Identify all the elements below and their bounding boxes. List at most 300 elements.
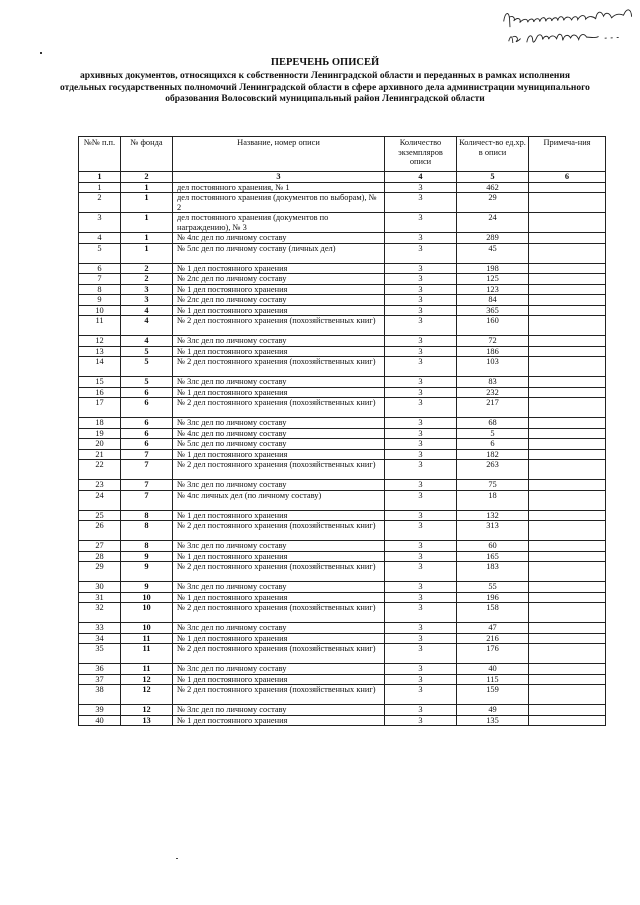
table-row: [79, 521, 606, 541]
inventory-name-cell: № 3лс дел по личному составу: [173, 418, 385, 429]
row-number-cell: 9: [79, 295, 121, 306]
table-row: [79, 398, 606, 418]
units-count-cell: 186: [457, 346, 529, 357]
row-number-cell: 3: [79, 213, 121, 233]
copies-count-cell: 3: [385, 715, 457, 726]
table-row: [79, 685, 606, 705]
notes-cell: [529, 705, 606, 716]
units-count-cell: 5: [457, 428, 529, 439]
units-count-cell: 123: [457, 284, 529, 295]
copies-count-cell: 3: [385, 480, 457, 491]
notes-cell: [529, 664, 606, 675]
fund-number-cell: 7: [121, 449, 173, 460]
notes-cell: [529, 449, 606, 460]
units-count-cell: 217: [457, 398, 529, 418]
table-row: [79, 460, 606, 480]
row-number-cell: 21: [79, 449, 121, 460]
inventory-name-cell: № 1 дел постоянного хранения: [173, 674, 385, 685]
table-row: [79, 541, 606, 552]
table-row: [79, 193, 606, 213]
row-number-cell: 15: [79, 377, 121, 388]
table-row: [79, 715, 606, 726]
units-count-cell: 160: [457, 316, 529, 336]
fund-number-cell: 10: [121, 592, 173, 603]
table-row: [79, 305, 606, 316]
table-row: [79, 510, 606, 521]
units-count-cell: 232: [457, 387, 529, 398]
fund-number-cell: 6: [121, 387, 173, 398]
row-number-cell: 27: [79, 541, 121, 552]
units-count-cell: 103: [457, 357, 529, 377]
row-number-cell: 39: [79, 705, 121, 716]
fund-number-cell: 9: [121, 582, 173, 593]
fund-number-cell: 3: [121, 295, 173, 306]
units-count-cell: 365: [457, 305, 529, 316]
copies-count-cell: 3: [385, 193, 457, 213]
notes-cell: [529, 263, 606, 274]
fund-number-cell: 6: [121, 439, 173, 450]
table-row: [79, 316, 606, 336]
inventory-name-cell: № 1 дел постоянного хранения: [173, 346, 385, 357]
row-number-cell: 11: [79, 316, 121, 336]
inventory-name-cell: дел постоянного хранения (документов по выборам), № 2: [173, 193, 385, 213]
table-row: [79, 243, 606, 263]
copies-count-cell: 3: [385, 541, 457, 552]
table-row: [79, 439, 606, 450]
scan-speck: [176, 858, 178, 859]
table-row: [79, 562, 606, 582]
fund-number-cell: 13: [121, 715, 173, 726]
notes-cell: [529, 541, 606, 552]
row-number-cell: 28: [79, 551, 121, 562]
copies-count-cell: 3: [385, 336, 457, 347]
row-number-cell: 33: [79, 623, 121, 634]
inventory-name-cell: № 1 дел постоянного хранения: [173, 551, 385, 562]
row-number-cell: 7: [79, 274, 121, 285]
fund-number-cell: 3: [121, 284, 173, 295]
header-fund-number: № фонда: [121, 137, 173, 172]
notes-cell: [529, 439, 606, 450]
fund-number-cell: 11: [121, 633, 173, 644]
notes-cell: [529, 182, 606, 193]
copies-count-cell: 3: [385, 623, 457, 634]
fund-number-cell: 12: [121, 705, 173, 716]
notes-cell: [529, 377, 606, 388]
copies-count-cell: 3: [385, 418, 457, 429]
fund-number-cell: 8: [121, 541, 173, 552]
row-number-cell: 34: [79, 633, 121, 644]
inventory-name-cell: № 2 дел постоянного хранения (похозяйственных книг): [173, 398, 385, 418]
notes-cell: [529, 562, 606, 582]
notes-cell: [529, 551, 606, 562]
row-number-cell: 8: [79, 284, 121, 295]
inventory-name-cell: № 1 дел постоянного хранения: [173, 387, 385, 398]
copies-count-cell: 3: [385, 460, 457, 480]
table-row: [79, 449, 606, 460]
units-count-cell: 40: [457, 664, 529, 675]
notes-cell: [529, 592, 606, 603]
inventory-name-cell: № 4лс дел по личному составу: [173, 428, 385, 439]
copies-count-cell: 3: [385, 685, 457, 705]
copies-count-cell: 3: [385, 705, 457, 716]
inventory-name-cell: дел постоянного хранения, № 1: [173, 182, 385, 193]
units-count-cell: 29: [457, 193, 529, 213]
inventory-name-cell: № 2 дел постоянного хранения (похозяйственных книг): [173, 603, 385, 623]
copies-count-cell: 3: [385, 428, 457, 439]
inventory-name-cell: № 2лс дел по личному составу: [173, 295, 385, 306]
units-count-cell: 165: [457, 551, 529, 562]
notes-cell: [529, 623, 606, 634]
copies-count-cell: 3: [385, 521, 457, 541]
row-number-cell: 29: [79, 562, 121, 582]
table-row: [79, 480, 606, 491]
row-number-cell: 2: [79, 193, 121, 213]
copies-count-cell: 3: [385, 633, 457, 644]
units-count-cell: 49: [457, 705, 529, 716]
inventory-name-cell: № 1 дел постоянного хранения: [173, 284, 385, 295]
table-row: [79, 357, 606, 377]
notes-cell: [529, 387, 606, 398]
table-row: [79, 623, 606, 634]
row-number-cell: 18: [79, 418, 121, 429]
inventory-name-cell: № 4лс личных дел (по личному составу): [173, 490, 385, 510]
notes-cell: [529, 674, 606, 685]
inventory-name-cell: № 2лс дел по личному составу: [173, 274, 385, 285]
header-row-number: №№ п.п.: [79, 137, 121, 172]
units-count-cell: 24: [457, 213, 529, 233]
row-number-cell: 10: [79, 305, 121, 316]
table-row: [79, 182, 606, 193]
row-number-cell: 31: [79, 592, 121, 603]
header-notes: Примеча-ния: [529, 137, 606, 172]
notes-cell: [529, 193, 606, 213]
notes-cell: [529, 398, 606, 418]
row-number-cell: 14: [79, 357, 121, 377]
notes-cell: [529, 582, 606, 593]
inventory-name-cell: № 1 дел постоянного хранения: [173, 715, 385, 726]
row-number-cell: 32: [79, 603, 121, 623]
fund-number-cell: 6: [121, 418, 173, 429]
notes-cell: [529, 521, 606, 541]
notes-cell: [529, 357, 606, 377]
table-header-row: [79, 137, 606, 172]
header-units-count: Количест-во ед.хр. в описи: [457, 137, 529, 172]
units-count-cell: 60: [457, 541, 529, 552]
scan-speck: [40, 52, 42, 54]
row-number-cell: 19: [79, 428, 121, 439]
notes-cell: [529, 305, 606, 316]
table-row: [79, 428, 606, 439]
copies-count-cell: 3: [385, 439, 457, 450]
inventory-name-cell: № 1 дел постоянного хранения: [173, 592, 385, 603]
units-count-cell: 72: [457, 336, 529, 347]
header-copies-count: Количество экземпляров описи: [385, 137, 457, 172]
fund-number-cell: 5: [121, 377, 173, 388]
notes-cell: [529, 510, 606, 521]
fund-number-cell: 10: [121, 623, 173, 634]
copies-count-cell: 3: [385, 284, 457, 295]
table-row: [79, 263, 606, 274]
inventory-name-cell: № 1 дел постоянного хранения: [173, 633, 385, 644]
document-heading: [60, 57, 590, 106]
copies-count-cell: 3: [385, 562, 457, 582]
table-row: [79, 418, 606, 429]
inventory-name-cell: № 2 дел постоянного хранения (похозяйственных книг): [173, 357, 385, 377]
table-row: [79, 233, 606, 244]
fund-number-cell: 5: [121, 357, 173, 377]
inventory-name-cell: № 1 дел постоянного хранения: [173, 305, 385, 316]
notes-cell: [529, 336, 606, 347]
fund-number-cell: 4: [121, 336, 173, 347]
table-row: [79, 592, 606, 603]
table-row: [79, 213, 606, 233]
copies-count-cell: 3: [385, 346, 457, 357]
row-number-cell: 4: [79, 233, 121, 244]
row-number-cell: 16: [79, 387, 121, 398]
fund-number-cell: 7: [121, 490, 173, 510]
inventory-name-cell: № 3лс дел по личному составу: [173, 377, 385, 388]
fund-number-cell: 2: [121, 274, 173, 285]
document-subtitle: архивных документов, относящихся к собственности Ленинградской области и переданных в рамках исполнения отдельных государственных полномочий Ленинградской области в сфере архивного дела администрации муниципального образования Волосовский муниципальный район Ленинградской области: [60, 71, 590, 104]
inventory-name-cell: № 3лс дел по личному составу: [173, 705, 385, 716]
fund-number-cell: 11: [121, 644, 173, 664]
copies-count-cell: 3: [385, 263, 457, 274]
copies-count-cell: 3: [385, 510, 457, 521]
copies-count-cell: 3: [385, 357, 457, 377]
copies-count-cell: 3: [385, 182, 457, 193]
fund-number-cell: 11: [121, 664, 173, 675]
copies-count-cell: 3: [385, 305, 457, 316]
fund-number-cell: 8: [121, 510, 173, 521]
row-number-cell: 12: [79, 336, 121, 347]
row-number-cell: 24: [79, 490, 121, 510]
fund-number-cell: 8: [121, 521, 173, 541]
copies-count-cell: 3: [385, 387, 457, 398]
units-count-cell: 132: [457, 510, 529, 521]
units-count-cell: 18: [457, 490, 529, 510]
copies-count-cell: 3: [385, 582, 457, 593]
copies-count-cell: 3: [385, 243, 457, 263]
units-count-cell: 83: [457, 377, 529, 388]
table-row: [79, 377, 606, 388]
table-row: [79, 336, 606, 347]
notes-cell: [529, 490, 606, 510]
notes-cell: [529, 284, 606, 295]
units-count-cell: 47: [457, 623, 529, 634]
inventory-name-cell: № 2 дел постоянного хранения (похозяйственных книг): [173, 316, 385, 336]
copies-count-cell: 3: [385, 213, 457, 233]
inventory-name-cell: № 5лс дел по личному составу: [173, 439, 385, 450]
row-number-cell: 1: [79, 182, 121, 193]
copies-count-cell: 3: [385, 449, 457, 460]
fund-number-cell: 9: [121, 551, 173, 562]
copies-count-cell: 3: [385, 274, 457, 285]
row-number-cell: 5: [79, 243, 121, 263]
table-row: [79, 603, 606, 623]
notes-cell: [529, 346, 606, 357]
notes-cell: [529, 460, 606, 480]
row-number-cell: 6: [79, 263, 121, 274]
row-number-cell: 22: [79, 460, 121, 480]
table-row: [79, 295, 606, 306]
notes-cell: [529, 213, 606, 233]
fund-number-cell: 10: [121, 603, 173, 623]
table-row: [79, 705, 606, 716]
row-number-cell: 13: [79, 346, 121, 357]
table-row: [79, 551, 606, 562]
units-count-cell: 68: [457, 418, 529, 429]
notes-cell: [529, 316, 606, 336]
inventory-name-cell: № 3лс дел по личному составу: [173, 480, 385, 491]
fund-number-cell: 12: [121, 685, 173, 705]
copies-count-cell: 3: [385, 295, 457, 306]
row-number-cell: 40: [79, 715, 121, 726]
inventory-name-cell: № 3лс дел по личному составу: [173, 541, 385, 552]
copies-count-cell: 3: [385, 398, 457, 418]
units-count-cell: 196: [457, 592, 529, 603]
copies-count-cell: 3: [385, 592, 457, 603]
document-title: ПЕРЕЧЕНЬ ОПИСЕЙ: [270, 57, 380, 68]
copies-count-cell: 3: [385, 603, 457, 623]
inventory-name-cell: № 1 дел постоянного хранения: [173, 263, 385, 274]
units-count-cell: 159: [457, 685, 529, 705]
table-row: [79, 644, 606, 664]
row-number-cell: 37: [79, 674, 121, 685]
column-number: 3: [173, 172, 385, 183]
fund-number-cell: 7: [121, 460, 173, 480]
inventory-name-cell: № 4лс дел по личному составу: [173, 233, 385, 244]
notes-cell: [529, 295, 606, 306]
units-count-cell: 6: [457, 439, 529, 450]
inventory-name-cell: № 5лс дел по личному составу (личных дел): [173, 243, 385, 263]
units-count-cell: 115: [457, 674, 529, 685]
handwritten-annotation: [499, 0, 640, 51]
inventory-name-cell: № 3лс дел по личному составу: [173, 336, 385, 347]
inventory-name-cell: № 2 дел постоянного хранения (похозяйственных книг): [173, 644, 385, 664]
units-count-cell: 313: [457, 521, 529, 541]
fund-number-cell: 4: [121, 305, 173, 316]
table-row: [79, 633, 606, 644]
copies-count-cell: 3: [385, 644, 457, 664]
row-number-cell: 26: [79, 521, 121, 541]
copies-count-cell: 3: [385, 233, 457, 244]
table-row: [79, 674, 606, 685]
fund-number-cell: 6: [121, 428, 173, 439]
table-row: [79, 582, 606, 593]
units-count-cell: 135: [457, 715, 529, 726]
units-count-cell: 125: [457, 274, 529, 285]
row-number-cell: 36: [79, 664, 121, 675]
header-inventory-name: Название, номер описи: [173, 137, 385, 172]
notes-cell: [529, 233, 606, 244]
column-number: 6: [529, 172, 606, 183]
table-row: [79, 664, 606, 675]
units-count-cell: 182: [457, 449, 529, 460]
copies-count-cell: 3: [385, 674, 457, 685]
fund-number-cell: 1: [121, 213, 173, 233]
notes-cell: [529, 428, 606, 439]
table-row: [79, 346, 606, 357]
column-number: 1: [79, 172, 121, 183]
units-count-cell: 198: [457, 263, 529, 274]
notes-cell: [529, 603, 606, 623]
copies-count-cell: 3: [385, 316, 457, 336]
inventory-name-cell: дел постоянного хранения (документов по награждению), № 3: [173, 213, 385, 233]
units-count-cell: 183: [457, 562, 529, 582]
notes-cell: [529, 685, 606, 705]
table-row: [79, 274, 606, 285]
inventory-name-cell: № 2 дел постоянного хранения (похозяйственных книг): [173, 460, 385, 480]
notes-cell: [529, 644, 606, 664]
units-count-cell: 176: [457, 644, 529, 664]
inventory-name-cell: № 3лс дел по личному составу: [173, 582, 385, 593]
inventory-name-cell: № 1 дел постоянного хранения: [173, 449, 385, 460]
row-number-cell: 23: [79, 480, 121, 491]
column-number: 4: [385, 172, 457, 183]
row-number-cell: 30: [79, 582, 121, 593]
inventory-name-cell: № 1 дел постоянного хранения: [173, 510, 385, 521]
table-row: [79, 387, 606, 398]
fund-number-cell: 2: [121, 263, 173, 274]
units-count-cell: 216: [457, 633, 529, 644]
row-number-cell: 20: [79, 439, 121, 450]
fund-number-cell: 1: [121, 243, 173, 263]
fund-number-cell: 1: [121, 193, 173, 213]
units-count-cell: 462: [457, 182, 529, 193]
units-count-cell: 55: [457, 582, 529, 593]
fund-number-cell: 7: [121, 480, 173, 491]
units-count-cell: 45: [457, 243, 529, 263]
fund-number-cell: 1: [121, 233, 173, 244]
column-numbers-row: [79, 172, 606, 183]
inventory-name-cell: № 3лс дел по личному составу: [173, 623, 385, 634]
table-row: [79, 490, 606, 510]
units-count-cell: 84: [457, 295, 529, 306]
fund-number-cell: 1: [121, 182, 173, 193]
row-number-cell: 38: [79, 685, 121, 705]
notes-cell: [529, 274, 606, 285]
notes-cell: [529, 715, 606, 726]
copies-count-cell: 3: [385, 377, 457, 388]
inventory-name-cell: № 2 дел постоянного хранения (похозяйственных книг): [173, 685, 385, 705]
units-count-cell: 289: [457, 233, 529, 244]
units-count-cell: 158: [457, 603, 529, 623]
copies-count-cell: 3: [385, 664, 457, 675]
copies-count-cell: 3: [385, 551, 457, 562]
inventory-name-cell: № 3лс дел по личному составу: [173, 664, 385, 675]
notes-cell: [529, 633, 606, 644]
copies-count-cell: 3: [385, 490, 457, 510]
column-number: 5: [457, 172, 529, 183]
fund-number-cell: 12: [121, 674, 173, 685]
fund-number-cell: 5: [121, 346, 173, 357]
column-number: 2: [121, 172, 173, 183]
fund-number-cell: 4: [121, 316, 173, 336]
row-number-cell: 17: [79, 398, 121, 418]
notes-cell: [529, 480, 606, 491]
inventory-name-cell: № 2 дел постоянного хранения (похозяйственных книг): [173, 521, 385, 541]
inventory-table: [78, 136, 606, 726]
fund-number-cell: 9: [121, 562, 173, 582]
handwriting-scribble: [499, 0, 640, 51]
fund-number-cell: 6: [121, 398, 173, 418]
notes-cell: [529, 243, 606, 263]
row-number-cell: 35: [79, 644, 121, 664]
units-count-cell: 75: [457, 480, 529, 491]
table-row: [79, 284, 606, 295]
units-count-cell: 263: [457, 460, 529, 480]
notes-cell: [529, 418, 606, 429]
